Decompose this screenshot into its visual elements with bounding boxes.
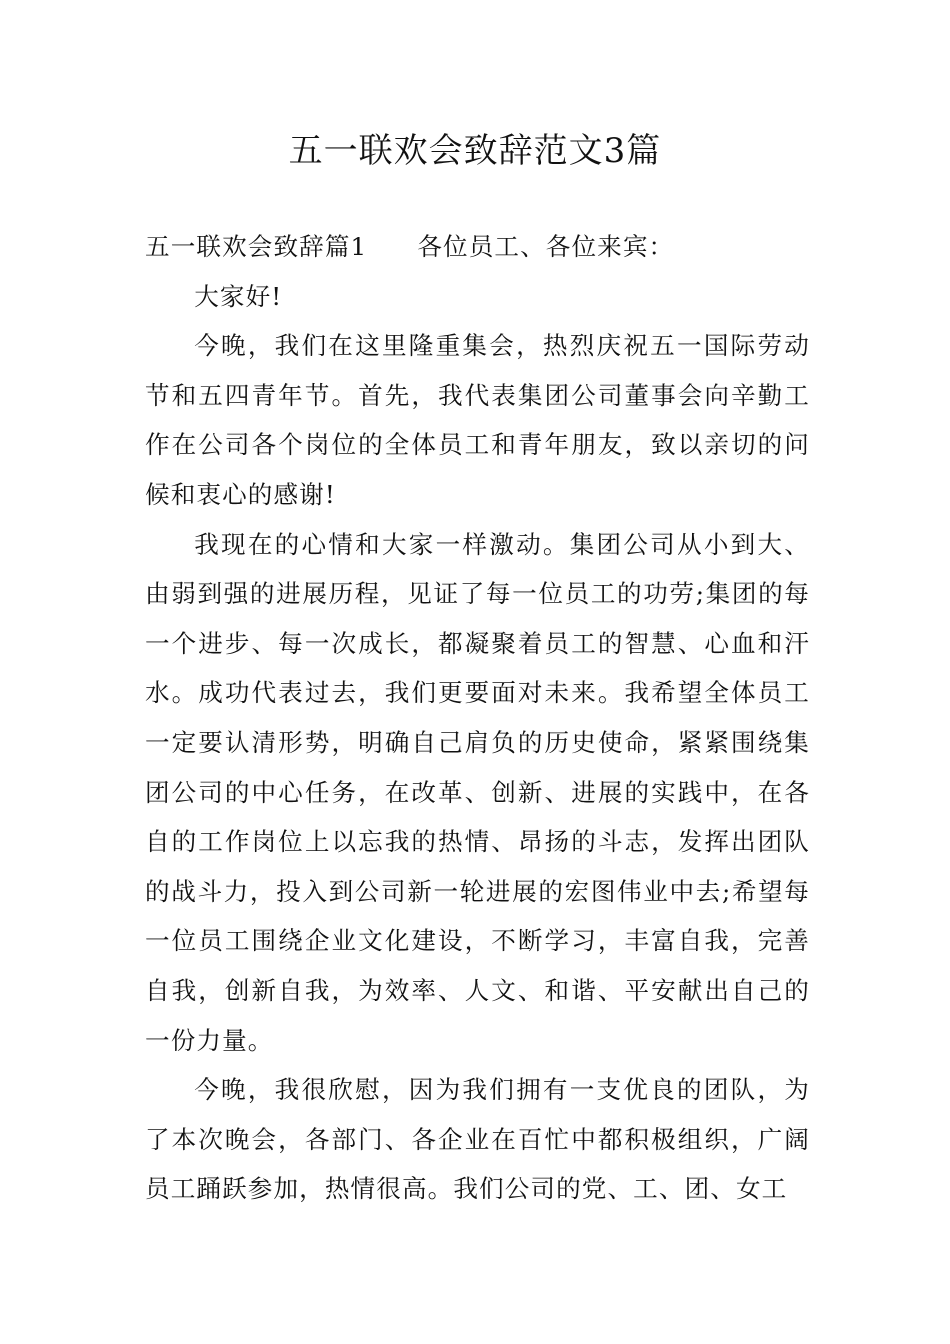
paragraph-team: 今晚，我很欣慰，因为我们拥有一支优良的团队，为了本次晚会，各部门、各企业在百忙中都积极组织，广阔员工踊跃参加，热情很高。我们公司的党、工、团、女工 (145, 1075, 810, 1204)
section-heading: 五一联欢会致辞篇1 (145, 232, 368, 261)
paragraph-celebration: 今晚，我们在这里隆重集会，热烈庆祝五一国际劳动节和五四青年节。首先，我代表集团公司董事会向辛勤工作在公司各个岗位的全体员工和青年朋友，致以亲切的问候和衷心的感谢! (145, 331, 810, 509)
document-title: 五一联欢会致辞范文3篇 (288, 131, 662, 171)
salutation: 各位员工、各位来宾： (417, 232, 675, 261)
paragraph-greeting: 大家好! (194, 281, 283, 311)
document-body (145, 222, 810, 1214)
section-heading-line (145, 222, 810, 272)
paragraph-development: 我现在的心情和大家一样激动。集团公司从小到大、由弱到强的进展历程，见证了每一位员工的功劳;集团的每一个进步、每一次成长，都凝聚着员工的智慧、心血和汗水。成功代表过去，我们更要面对未来。我希望全体员工一定要认清形势，明确自己肩负的历史使命，紧紧围绕集团公司的中心任务，在改革、创新、进展的实践中，在各自的工作岗位上以忘我的热情、昂扬的斗志，发挥出团队的战斗力，投入到公司新一轮进展的宏图伟业中去;希望每一位员工围绕企业文化建设，不断学习，丰富自我，完善自我，创新自我，为效率、人文、和谐、平安献出自己的一份力量。 (145, 529, 810, 1055)
